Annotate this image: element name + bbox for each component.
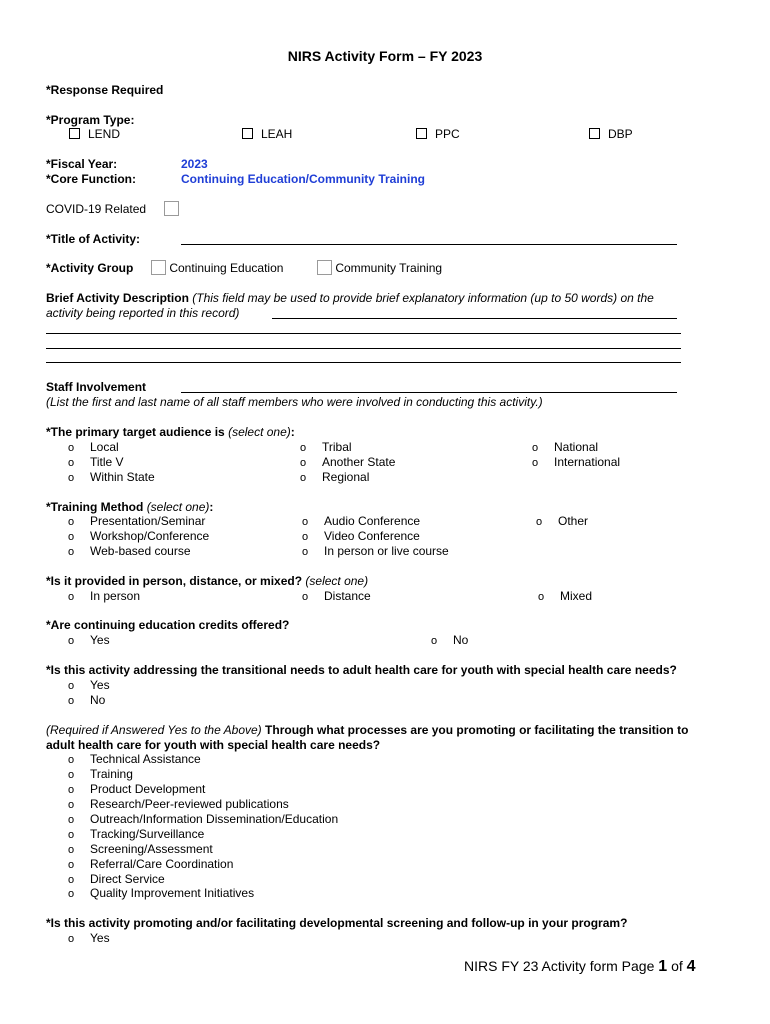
radio-icon[interactable]: o <box>68 769 75 781</box>
radio-option[interactable]: o Web-based course <box>68 544 191 558</box>
audience-label: *The primary target audience is (select one): <box>46 425 295 439</box>
radio-option[interactable]: o Video Conference <box>302 529 420 543</box>
radio-icon[interactable]: o <box>302 546 309 558</box>
radio-icon[interactable]: o <box>68 695 75 707</box>
radio-option[interactable]: o No <box>431 633 469 647</box>
radio-icon[interactable]: o <box>538 591 545 603</box>
radio-icon[interactable]: o <box>68 799 75 811</box>
page-number: 1 <box>658 958 668 975</box>
radio-icon[interactable]: o <box>302 591 309 603</box>
radio-icon[interactable]: o <box>68 859 75 871</box>
staff-involvement-note: (List the first and last name of all staff members who were involved in conducting this activity.) <box>46 395 543 409</box>
brief-description-note: activity being reported in this record) <box>46 306 240 320</box>
activity-group-label: *Activity Group <box>46 261 134 275</box>
radio-option[interactable]: o Another State <box>300 455 396 469</box>
radio-icon[interactable]: o <box>68 546 75 558</box>
radio-icon[interactable]: o <box>68 814 75 826</box>
radio-option[interactable]: o Referral/Care Coordination <box>68 857 234 871</box>
staff-involvement-label: Staff Involvement <box>46 380 147 394</box>
radio-option[interactable]: o Training <box>68 767 133 781</box>
brief-description-field[interactable] <box>272 318 677 319</box>
radio-icon[interactable]: o <box>302 516 309 528</box>
radio-option[interactable]: o Yes <box>68 678 110 692</box>
activity-group-option-ce[interactable]: Continuing Education <box>151 260 283 275</box>
processes-label-cont: adult health care for youth with special health care needs? <box>46 738 381 752</box>
radio-option[interactable]: o Mixed <box>538 589 593 603</box>
radio-icon[interactable]: o <box>532 457 539 469</box>
radio-icon[interactable]: o <box>532 442 539 454</box>
credits-label: *Are continuing education credits offered? <box>46 618 290 632</box>
brief-description-field-line[interactable] <box>46 348 681 349</box>
program-option-ppc[interactable]: PPC <box>416 127 460 141</box>
response-required-note: *Response Required <box>46 83 164 97</box>
radio-option[interactable]: o Audio Conference <box>302 514 421 528</box>
brief-description-label: Brief Activity Description (This field may be used to provide brief explanatory information (up to 50 words) on the <box>46 291 654 305</box>
checkbox-icon[interactable] <box>164 201 179 216</box>
radio-icon[interactable]: o <box>300 472 307 484</box>
radio-icon[interactable]: o <box>68 516 75 528</box>
radio-icon[interactable]: o <box>68 591 75 603</box>
radio-option[interactable]: o International <box>532 455 621 469</box>
brief-description-field-line[interactable] <box>46 362 681 363</box>
radio-option[interactable]: o Within State <box>68 470 155 484</box>
radio-option[interactable]: o Quality Improvement Initiatives <box>68 886 255 900</box>
radio-option[interactable]: o Distance <box>302 589 371 603</box>
radio-icon[interactable]: o <box>536 516 543 528</box>
activity-group-option-ct[interactable]: Community Training <box>317 260 442 275</box>
radio-icon[interactable]: o <box>68 680 75 692</box>
radio-icon[interactable]: o <box>300 442 307 454</box>
checkbox-icon[interactable] <box>69 128 80 139</box>
page-total: 4 <box>686 958 696 975</box>
form-title: NIRS Activity Form – FY 2023 <box>287 48 483 64</box>
radio-option[interactable]: o Presentation/Seminar <box>68 514 206 528</box>
radio-icon[interactable]: o <box>68 933 75 945</box>
radio-option[interactable]: o In person or live course <box>302 544 449 558</box>
checkbox-icon[interactable] <box>242 128 253 139</box>
radio-icon[interactable]: o <box>68 472 75 484</box>
radio-option[interactable]: o Screening/Assessment <box>68 842 213 856</box>
radio-icon[interactable]: o <box>68 784 75 796</box>
radio-option[interactable]: o Product Development <box>68 782 206 796</box>
brief-description-field-line[interactable] <box>46 333 681 334</box>
radio-option[interactable]: o Local <box>68 440 119 454</box>
radio-icon[interactable]: o <box>302 531 309 543</box>
core-function-value: Continuing Education/Community Training <box>181 172 425 186</box>
program-option-dbp[interactable]: DBP <box>589 127 633 141</box>
covid-label: COVID-19 Related <box>46 202 147 216</box>
radio-icon[interactable]: o <box>68 457 75 469</box>
radio-icon[interactable]: o <box>68 888 75 900</box>
staff-involvement-field[interactable] <box>181 392 677 393</box>
radio-option[interactable]: o Direct Service <box>68 872 165 886</box>
checkbox-icon[interactable] <box>317 260 332 275</box>
radio-option[interactable]: o Research/Peer-reviewed publications <box>68 797 289 811</box>
radio-icon[interactable]: o <box>68 635 75 647</box>
covid-checkbox[interactable] <box>164 201 179 216</box>
radio-option[interactable]: o National <box>532 440 599 454</box>
delivery-mode-label: *Is it provided in person, distance, or mixed? (select one) <box>46 574 369 588</box>
radio-option[interactable]: o Technical Assistance <box>68 752 201 766</box>
title-of-activity-label: *Title of Activity: <box>46 232 141 246</box>
checkbox-icon[interactable] <box>416 128 427 139</box>
radio-option[interactable]: o Title V <box>68 455 124 469</box>
radio-icon[interactable]: o <box>68 829 75 841</box>
radio-icon[interactable]: o <box>68 874 75 886</box>
training-method-label: *Training Method (select one): <box>46 500 214 514</box>
program-type-label: *Program Type: <box>46 113 135 127</box>
fiscal-year-label: *Fiscal Year: <box>46 157 118 171</box>
radio-option[interactable]: o Tracking/Surveillance <box>68 827 205 841</box>
title-of-activity-field[interactable] <box>181 244 677 245</box>
core-function-label: *Core Function: <box>46 172 136 186</box>
processes-label: (Required if Answered Yes to the Above) Through what processes are you promoting or facilitating the transition to <box>46 723 689 737</box>
program-option-lend[interactable]: LEND <box>69 127 120 141</box>
radio-icon[interactable]: o <box>68 844 75 856</box>
radio-icon[interactable]: o <box>68 754 75 766</box>
radio-option[interactable]: o Tribal <box>300 440 352 454</box>
radio-option[interactable]: o In person <box>68 589 141 603</box>
radio-option[interactable]: o No <box>68 693 106 707</box>
page-footer: NIRS FY 23 Activity form Page 1 of 4 <box>464 958 696 975</box>
transition-label: *Is this activity addressing the transitional needs to adult health care for youth with special health care needs? <box>46 663 677 677</box>
checkbox-icon[interactable] <box>589 128 600 139</box>
radio-option[interactable]: o Yes <box>68 931 110 945</box>
radio-option[interactable]: o Workshop/Conference <box>68 529 210 543</box>
screening-label: *Is this activity promoting and/or facilitating developmental screening and follow-up in your program? <box>46 916 628 930</box>
fiscal-year-value: 2023 <box>181 157 208 171</box>
program-option-leah[interactable]: LEAH <box>242 127 292 141</box>
radio-option[interactable]: o Yes <box>68 633 110 647</box>
radio-icon[interactable]: o <box>300 457 307 469</box>
radio-icon[interactable]: o <box>68 531 75 543</box>
checkbox-icon[interactable] <box>151 260 166 275</box>
radio-icon[interactable]: o <box>68 442 75 454</box>
radio-option[interactable]: o Regional <box>300 470 370 484</box>
radio-option[interactable]: o Outreach/Information Dissemination/Education <box>68 812 339 826</box>
radio-icon[interactable]: o <box>431 635 438 647</box>
radio-option[interactable]: o Other <box>536 514 589 528</box>
